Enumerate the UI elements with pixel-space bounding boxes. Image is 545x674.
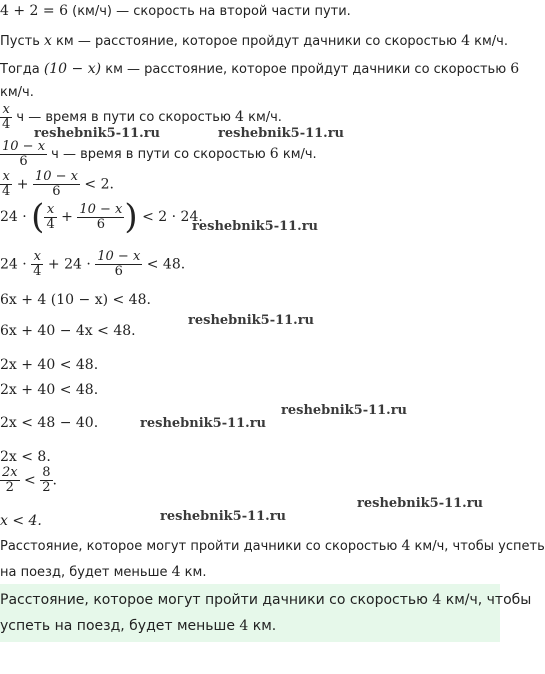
inequality-7: 2x + 40 < 48. [0,382,99,398]
watermark: reshebnik5-11.ru [357,496,484,511]
inequality-10: $\frac{2x}{2}$ < $\frac{8}{2}$ . [2,465,57,495]
inequality-9: 2x < 8. [0,449,51,465]
watermark: reshebnik5-11.ru [192,219,319,234]
fraction: $\frac{x}{4}$ [46,201,55,232]
step-distance-second: Тогда (10 − x) км — расстояние, которое пройдут дачники со скоростью 6 [0,61,520,77]
fraction: $\frac{10 - x}{6}$ [34,169,78,199]
inequality-4: 6x + 4 (10 − x) < 48. [0,292,151,308]
fraction: $\frac{8}{2}$ [42,465,51,495]
watermark: reshebnik5-11.ru [34,126,161,141]
watermark: reshebnik5-11.ru [218,126,345,141]
fraction: $\frac{x}{4}$ [2,102,11,132]
inequality-3: 24 · $\frac{x}{4}$ + 24 · $\frac{10 - x}{6}$ < 48. [0,249,186,279]
paren-left: ( [31,197,45,237]
conclusion-line-1: Расстояние, которое могут пройти дачники со скоростью 4 км/ч, чтобы успеть [0,538,545,554]
fraction: $\frac{10 - x}{6}$ [97,249,141,279]
watermark: reshebnik5-11.ru [188,313,315,328]
step-let-x: Пусть x км — расстояние, которое пройдут дачники со скоростью 4 км/ч. [0,33,508,49]
answer-box [0,584,532,642]
watermark: reshebnik5-11.ru [140,416,267,431]
step-distance-second-cont: км/ч. [0,85,34,100]
answer-line-2: успеть на поезд, будет меньше 4 км. [0,618,277,634]
fraction: $\frac{10 - x}{6}$ [79,201,123,232]
fraction: $\frac{x}{4}$ [33,249,42,279]
watermark: reshebnik5-11.ru [160,509,287,524]
inequality-8: 2x < 48 − 40. [0,415,99,431]
fraction: $\frac{2x}{2}$ [2,465,18,495]
step-time-second: $\frac{10 - x}{6}$ ч — время в пути со скоростью 6 км/ч. [2,139,317,169]
inequality-1: $\frac{x}{4}$ + $\frac{10 - x}{6}$ < 2. [2,169,114,199]
conclusion-line-2: на поезд, будет меньше 4 км. [0,564,207,580]
fraction: $\frac{x}{4}$ [2,169,11,199]
watermark: reshebnik5-11.ru [281,403,408,418]
answer-line-1: Расстояние, которое могут пройти дачники со скоростью 4 км/ч, чтобы [0,592,532,608]
inequality-5: 6x + 40 − 4x < 48. [0,323,136,339]
inequality-result: x < 4. [0,513,42,529]
inequality-6: 2x + 40 < 48. [0,357,99,373]
fraction: $\frac{10 - x}{6}$ [2,139,46,169]
inequality-2: 24 · ( $\frac{x}{4}$ + $\frac{10 - x}{6}$ ) < 2 · 24. [0,197,203,237]
step-time-first: $\frac{x}{4}$ ч — время в пути со скоростью 4 км/ч. [2,102,282,132]
paren-right: ) [124,197,138,237]
step-speed-second-part: 4 + 2 = 6 (км/ч) — скорость на второй части пути. [0,3,351,19]
